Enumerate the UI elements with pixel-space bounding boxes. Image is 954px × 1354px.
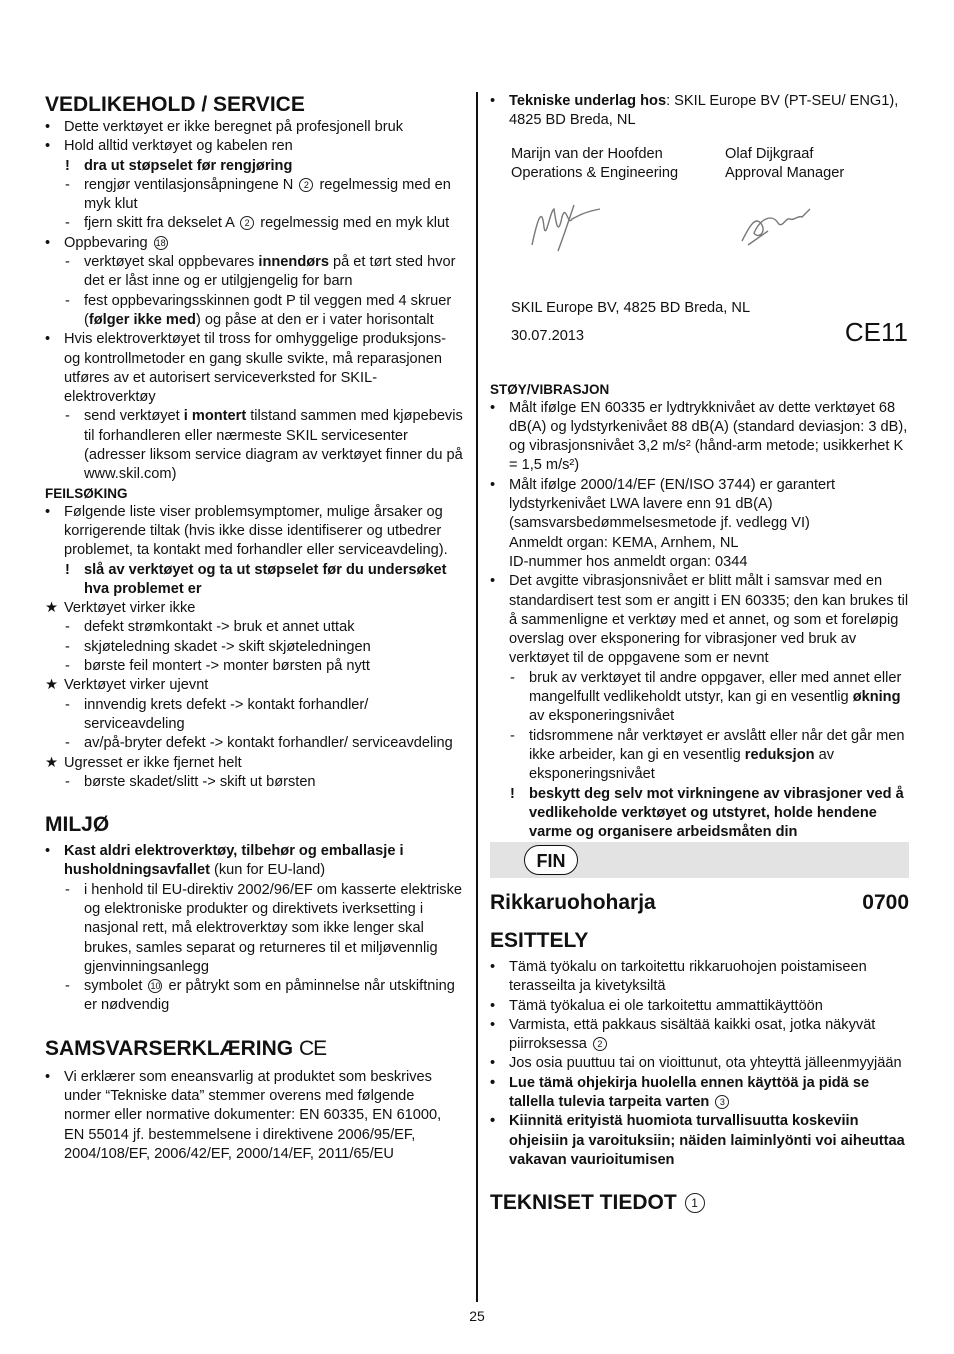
list-item: • Målt ifølge 2000/14/EF (EN/ISO 3744) er garantert lydstyrkenivået LWA lavere enn 91 dB(A) (samsvarsbedømmelsesmetode jf. vedlegg VI) Anmeldt organ: KEMA, Arnhem, NL ID-nummer hos anmeldt organ: 0344 (490, 476, 836, 570)
ref-number-icon: 2 (240, 216, 254, 230)
ce11-mark-icon: CE11 (844, 316, 908, 347)
list-item: • Oppbevaring 18 (45, 234, 166, 251)
sub-item: - børste skadet/slitt -> skift ut børsten (65, 773, 316, 790)
sub-item: - verktøyet skal oppbevares innendørs på et tørt sted hvor det er låst inne og er utilgjengelig for barn (65, 254, 456, 290)
left-column (45, 92, 463, 1164)
star-icon: ★ (45, 600, 59, 617)
problem-item: ★ Verktøyet virker ikke (45, 599, 463, 618)
signature-2-image (738, 201, 814, 251)
list-item: • Målt ifølge EN 60335 er lydtrykknivået av dette verktøyet 68 dB(A) og lydstyrkenivået 88 dB(A) (standard deviasjon: 3 dB), og vibrasjonsnivået 3,2 m/s² (hånd-arm metode; usikkerhet K = 1,5 m/s²) (490, 399, 908, 474)
list-item: • Tekniske underlag hos: SKIL Europe BV (PT-SEU/ ENG1), 4825 BD Breda, NL (490, 93, 899, 129)
fin-section (490, 890, 909, 1216)
heading-vedlikehold: VEDLIKEHOLD / SERVICE (45, 93, 305, 116)
sub-item: - symbolet 10 er påtrykt som en påminnelse når utskiftning er nødvendig (65, 978, 455, 1014)
signature-1-image (528, 197, 608, 257)
ref-number-icon: 3 (715, 1095, 729, 1109)
sub-item: - av/på-bryter defekt -> kontakt forhandler/ serviceavdeling (65, 735, 453, 752)
language-bar (490, 842, 909, 878)
star-icon: ★ (45, 754, 59, 771)
list-item: • Dette verktøyet er ikke beregnet på profesjonell bruk (45, 119, 404, 135)
problem-item: ★ Ugresset er ikke fjernet helt (45, 754, 463, 773)
sub-item: - fjern skitt fra dekselet A 2 regelmessig med en myk klut (65, 215, 450, 232)
signatory-1: Marijn van der Hoofden Operations & Engineering (511, 145, 679, 181)
sub-item: - skjøteledning skadet -> skift skjøteledningen (65, 638, 371, 655)
declaration-date: 30.07.2013 (511, 327, 585, 344)
warning-item: ! dra ut støpselet før rengjøring (65, 157, 293, 174)
warning-item: ! beskytt deg selv mot virkningene av vibrasjoner ved å vedlikeholde verktøyet og utstyret, holde hendene varme og organisere arbeidsmåten din (510, 785, 904, 841)
ref-number-icon: 2 (299, 178, 313, 192)
sub-item: - bruk av verktøyet til andre oppgaver, eller med annet eller mangelfullt vedlikeholdt utstyr, kan gi en vesentlig økning av eksponeringsnivået (510, 669, 902, 725)
right-column (490, 92, 910, 842)
ref-number-icon: 10 (150, 981, 161, 992)
list-item: • Hold alltid verktøyet og kabelen ren (45, 138, 293, 155)
page-number: 25 (469, 1308, 485, 1324)
sub-item: - fest oppbevaringsskinnen godt P til veggen med 4 skruer (følger ikke med) og påse at den er i vater horisontalt (65, 292, 452, 328)
product-title: Rikkaruohoharja 0700 (490, 891, 909, 914)
heading-feilsoking: FEILSØKING (45, 485, 128, 501)
ref-number-icon: 18 (155, 237, 166, 248)
list-item: • Jos osia puuttuu tai on vioittunut, ota yhteyttä jälleenmyyjään (490, 1055, 902, 1072)
sub-item: - defekt strømkontakt -> bruk et annet uttak (65, 619, 355, 636)
list-item: • Tämä työkalua ei ole tarkoitettu ammattikäyttöön (490, 997, 823, 1014)
column-divider (476, 92, 478, 1302)
list-item: • Følgende liste viser problemsymptomer, mulige årsaker og korrigerende tiltak (hvis ikke disse identifiserer og utbedrer problemet, ta kontakt med forhandler eller serviceavdeling). (45, 503, 448, 559)
list-item: • Varmista, että pakkaus sisältää kaikki osat, jotka näkyvät piirroksessa 2 (490, 1016, 876, 1053)
sub-item: - rengjør ventilasjonsåpningene N 2 regelmessig med en myk klut (65, 176, 451, 213)
warning-item: ! slå av verktøyet og ta ut støpselet før du undersøket hva problemet er (65, 561, 447, 597)
heading-esittely: ESITTELY (490, 929, 589, 952)
heading-miljo: MILJØ (45, 813, 110, 837)
list-item: • Kast aldri elektroverktøy, tilbehør og emballasje i husholdningsavfallet (kun for EU-land) (45, 843, 404, 879)
list-item: • Kiinnitä erityistä huomiota turvallisuutta koskeviin ohjeisiin ja varoituksiin; näiden laiminlyönti voi aiheuttaa vakavan vaurioitumisen (490, 1113, 905, 1168)
sub-item: - send verktøyet i montert tilstand sammen med kjøpebevis til forhandleren eller nærmeste SKIL servicesenter (adresser liksom service diagram av verktøyet finner du på www.skil.com) (65, 408, 463, 483)
sub-item: - i henhold til EU-direktiv 2002/96/EF om kasserte elektriske og elektroniske produkter og direktivets iverksetting i nasjonal rett, må elektroverktøy som ikke lenger skal brukes, samles separat og returneres til et miljøvennlig gjenvinningsanlegg (65, 881, 462, 975)
language-badge: FIN (524, 845, 578, 875)
ref-number-icon: 2 (593, 1037, 607, 1051)
heading-tekniset: TEKNISET TIEDOT 1 (490, 1190, 909, 1216)
heading-samsvar: SAMSVARSERKLÆRING CE (45, 1036, 327, 1060)
list-item: • Lue tämä ohjekirja huolella ennen käyttöä ja pidä se tallella tulevia tarpeita varten 3 (490, 1074, 870, 1111)
company-address: SKIL Europe BV, 4825 BD Breda, NL (511, 299, 751, 316)
sub-item: - innvendig krets defekt -> kontakt forhandler/ serviceavdeling (65, 696, 369, 732)
star-icon: ★ (45, 677, 59, 694)
list-item: • Det avgitte vibrasjonsnivået er blitt målt i samsvar med en standardisert test som er angitt i EN 60335; den kan brukes til å sammenligne et verktøy med et annet, og som et foreløpig overslag over eksponering for vibrasjoner ved bruk av verktøyet til de oppgavene som er nevnt (490, 573, 909, 667)
sub-item: - tidsrommene når verktøyet er avslått eller når det går men ikke arbeider, kan gi en vesentlig reduksjon av eksponeringsnivået (510, 727, 905, 783)
list-item: • Tämä työkalu on tarkoitettu rikkaruohojen poistamiseen terasseilta ja kivetyksiltä (490, 959, 867, 995)
signatory-2: Olaf Dijkgraaf Approval Manager (725, 145, 845, 181)
list-item: • Vi erklærer som eneansvarlig at produktet som beskrives under “Tekniske data” stemmer overens med følgende normer eller normative dokumenter: EN 60335, EN 61000, EN 55014 jf. bestemmelsene i direktivene 2006/95/EF, 2004/108/EF, 2006/42/EF, 2000/14/EF, 2011/65/EU (45, 1068, 442, 1162)
signature-block (490, 131, 910, 381)
list-item: • Hvis elektroverktøyet til tross for omhyggelige produksjons- og kontrollmetoder en gang skulle svikte, må reparasjonen utføres av et autorisert serviceverksted for SKIL-elektroverktøy (45, 331, 447, 406)
sub-item: - børste feil montert -> monter børsten på nytt (65, 658, 370, 675)
ce-mark-icon: CE (298, 1036, 327, 1060)
problem-item: ★ Verktøyet virker ujevnt (45, 676, 463, 695)
ref-number-icon: 1 (685, 1193, 705, 1213)
heading-stoy: STØY/VIBRASJON (490, 381, 610, 397)
